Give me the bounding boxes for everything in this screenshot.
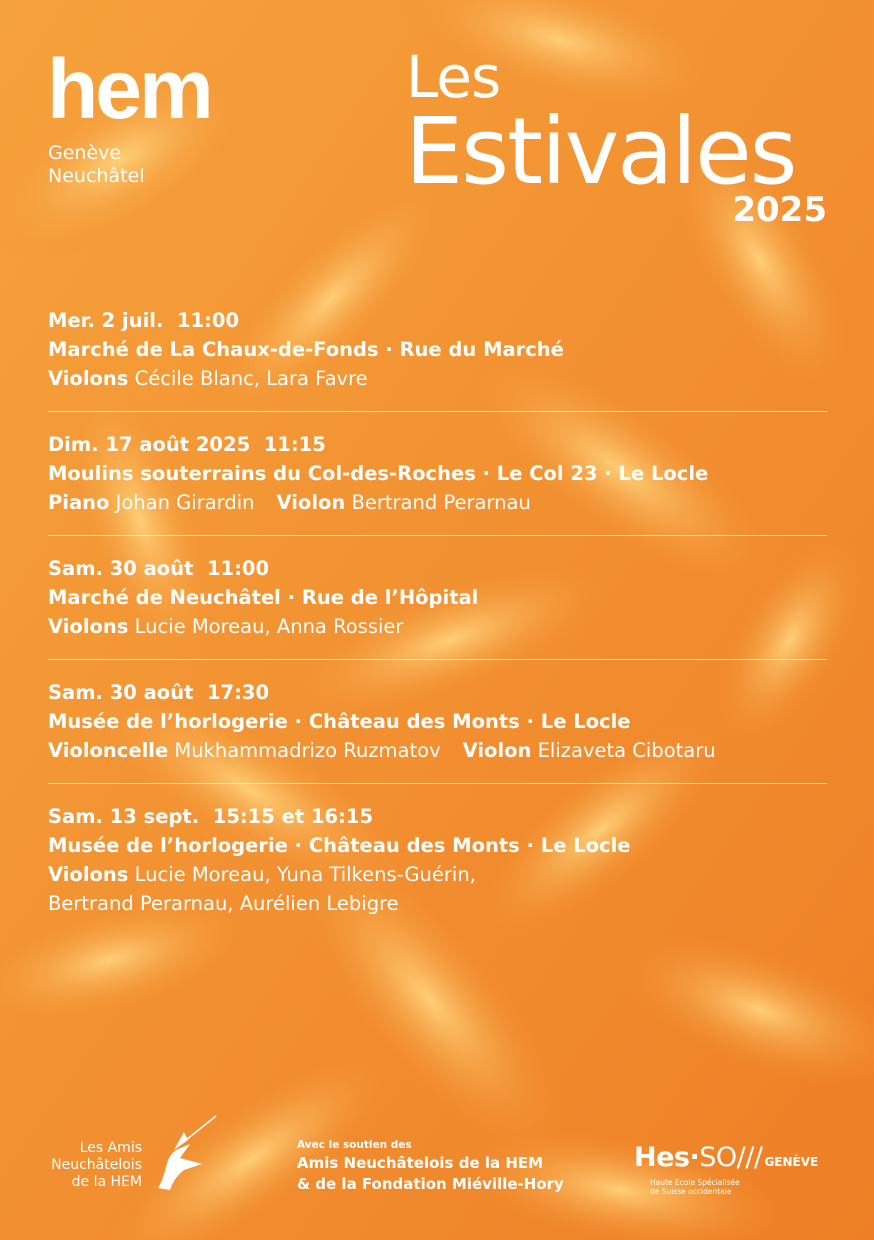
hesso-city: GENÈVE xyxy=(764,1155,819,1169)
title-estivales: Estivales xyxy=(405,98,796,205)
event-datetime xyxy=(48,306,827,335)
event-time: 11:15 xyxy=(263,433,326,456)
performer-instrument: Violons xyxy=(48,863,129,886)
city-geneve: Genève xyxy=(48,142,122,164)
event-datetime xyxy=(48,554,827,583)
title-les: Les xyxy=(406,43,501,111)
event-1 xyxy=(48,306,827,411)
performer-names: Mukhammadrizo Ruzmatov xyxy=(174,739,441,762)
event-time: 11:00 xyxy=(176,309,240,332)
event-3 xyxy=(48,535,827,659)
hesso-subtitle-line: Haute Ecole Spécialisée xyxy=(650,1178,740,1187)
event-date: Sam. 13 sept. xyxy=(48,805,200,828)
event-performers xyxy=(48,488,827,517)
event-venue: Moulins souterrains du Col-des-Roches · Le Col 23 · Le Locle xyxy=(48,462,709,485)
hesso-wordmark xyxy=(634,1142,834,1178)
event-time: 17:30 xyxy=(206,681,270,704)
performer-names: Lucie Moreau, Yuna Tilkens-Guérin, xyxy=(134,863,476,886)
performer-instrument: Violon xyxy=(462,739,532,762)
support-intro: Avec le soutien des xyxy=(297,1139,412,1151)
conductor-icon xyxy=(150,1110,220,1196)
performer-instrument: Violons xyxy=(48,367,129,390)
event-time: 11:00 xyxy=(206,557,270,580)
event-datetime xyxy=(48,802,827,831)
hem-logo-text: hem xyxy=(47,46,211,126)
support-line: & de la Fondation Miéville-Hory xyxy=(297,1175,564,1193)
performer-names: Bertrand Perarnau xyxy=(351,491,531,514)
event-date: Mer. 2 juil. xyxy=(48,309,164,332)
event-venue: Musée de l’horlogerie · Château des Monts · Le Locle xyxy=(48,710,631,733)
support-line: Amis Neuchâtelois de la HEM xyxy=(297,1154,544,1172)
event-date: Sam. 30 août xyxy=(48,681,194,704)
support-block xyxy=(297,1137,564,1195)
amis-line: Les Amis xyxy=(79,1140,142,1156)
event-date: Dim. 17 août 2025 xyxy=(48,433,251,456)
performer-names: Lucie Moreau, Anna Rossier xyxy=(134,615,404,638)
event-performers xyxy=(48,612,827,641)
hesso-subtitle xyxy=(650,1178,834,1196)
event-venue: Marché de Neuchâtel · Rue de l’Hôpital xyxy=(48,586,479,609)
amis-line: Neuchâtelois xyxy=(51,1157,142,1173)
event-time: 15:15 et 16:15 xyxy=(212,805,374,828)
amis-neuchatelois-logo-text xyxy=(40,1140,142,1191)
event-venue: Musée de l’horlogerie · Château des Monts · Le Locle xyxy=(48,834,631,857)
event-venue: Marché de La Chaux-de-Fonds · Rue du Marché xyxy=(48,338,564,361)
performer-instrument: Violoncelle xyxy=(48,739,169,762)
hem-logo xyxy=(47,46,247,126)
event-2 xyxy=(48,411,827,535)
hesso-subtitle-line: de Suisse occidentale xyxy=(650,1187,732,1196)
hesso-dot: · xyxy=(689,1142,700,1173)
event-date: Sam. 30 août xyxy=(48,557,194,580)
performer-instrument: Violon xyxy=(276,491,346,514)
event-performers xyxy=(48,860,827,889)
event-performers xyxy=(48,736,827,765)
title-year: 2025 xyxy=(732,190,827,230)
event-performers xyxy=(48,364,827,393)
performer-instrument: Piano xyxy=(48,491,110,514)
event-performers-continuation: Bertrand Perarnau, Aurélien Lebigre xyxy=(48,892,399,915)
city-neuchatel: Neuchâtel xyxy=(48,165,145,187)
events-list xyxy=(48,306,827,936)
hem-cities xyxy=(48,142,145,188)
hesso-slashes: /// xyxy=(736,1142,763,1173)
hesso-so: SO xyxy=(699,1142,737,1173)
performer-instrument: Violons xyxy=(48,615,129,638)
event-datetime xyxy=(48,430,827,459)
hesso-hes: Hes xyxy=(634,1142,690,1173)
event-4 xyxy=(48,659,827,783)
hesso-logo xyxy=(634,1142,834,1196)
event-datetime xyxy=(48,678,827,707)
amis-line: de la HEM xyxy=(71,1174,142,1190)
performer-names: Cécile Blanc, Lara Favre xyxy=(134,367,368,390)
performer-names: Elizaveta Cibotaru xyxy=(537,739,716,762)
performer-names: Johan Girardin xyxy=(115,491,255,514)
event-5 xyxy=(48,783,827,936)
